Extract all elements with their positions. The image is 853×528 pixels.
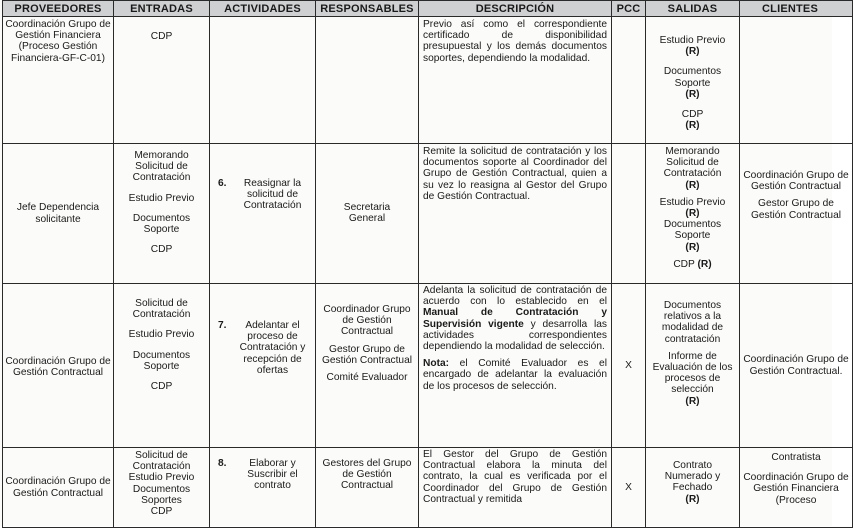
entrada-item: Documentos Soporte xyxy=(132,349,191,372)
salidas-cell xyxy=(646,284,740,448)
header-responsables: RESPONSABLES xyxy=(316,1,419,17)
salidas-cell xyxy=(646,17,740,144)
header-salidas: SALIDAS xyxy=(646,1,740,17)
salida-item: CDP xyxy=(681,109,704,121)
responsable-item: Secretaria General xyxy=(343,202,391,225)
salida-item: CDP xyxy=(673,258,695,270)
entrada-item: Solicitud de Contratación xyxy=(132,298,191,321)
header-proveedores: PROVEEDORES xyxy=(3,1,114,17)
entrada-item: CDP xyxy=(150,244,173,256)
header-descripcion: DESCRIPCIÓN xyxy=(419,1,612,17)
responsable-item: Gestores del Grupo de Gestión Contractual xyxy=(322,458,412,492)
proveedor-cell: Jefe Dependencia solicitante xyxy=(3,144,114,284)
salida-mark: (R) xyxy=(685,208,700,220)
table-row xyxy=(3,17,853,144)
actividad-cell xyxy=(210,448,316,528)
salida-item: Documentos Soporte xyxy=(663,219,722,242)
responsables-cell xyxy=(316,144,419,284)
nota-label: Nota: xyxy=(423,358,450,370)
salida-mark: (R) xyxy=(685,395,700,407)
salida-item: Informe de Evaluación de los procesos de selección xyxy=(652,350,733,396)
salida-mark: (R) xyxy=(697,258,712,270)
cliente-item: Gestor Grupo de Gestión Contractual xyxy=(750,198,842,221)
entrada-item: CDP xyxy=(150,31,173,42)
entradas-cell xyxy=(114,17,210,144)
entrada-item: CDP xyxy=(150,506,173,518)
responsables-cell xyxy=(316,284,419,448)
actividad-cell xyxy=(210,284,316,448)
header-pcc: PCC xyxy=(612,1,646,17)
actividad-number: 6. xyxy=(218,178,227,189)
entradas-cell xyxy=(114,144,210,284)
responsables-cell xyxy=(316,17,419,144)
proveedor-cell: Coordinación Grupo de Gestión Financiera (Proceso Gestión Financiera-GF-C-01) xyxy=(3,17,114,144)
entradas-cell xyxy=(114,448,210,528)
responsable-item: Coordinador Grupo de Gestión Contractual xyxy=(323,304,411,338)
descripcion-cell: El Gestor del Grupo de Gestión Contractual elabora la minuta del contrato, la cual es verificada por el Coordinador del Grupo de Gestión Contractual y remitida xyxy=(419,448,612,528)
header-row xyxy=(3,1,853,17)
clientes-cell xyxy=(740,17,853,144)
entrada-item: Estudio Previo xyxy=(128,472,195,484)
header-clientes: CLIENTES xyxy=(740,1,853,17)
manual-reference: Manual de Contratación y Supervisión vigente xyxy=(423,307,607,330)
salida-item: Contrato Numerado y Fechado xyxy=(664,460,721,494)
table-row xyxy=(3,144,853,284)
process-table xyxy=(2,0,853,528)
actividad-number: 8. xyxy=(218,458,227,469)
responsable-item: Gestor Grupo de Gestión Contractual xyxy=(321,343,413,366)
salida-mark: (R) xyxy=(685,88,700,100)
salida-item: Memorando Solicitud de Contratación xyxy=(663,146,722,180)
responsables-cell xyxy=(316,448,419,528)
salida-mark: (R) xyxy=(685,179,700,191)
actividad-text: Reasignar la solicitud de Contratación xyxy=(243,178,302,212)
clientes-cell xyxy=(740,284,853,448)
entrada-item: Documentos Soportes xyxy=(132,483,191,506)
nota-text: el Comité Evaluador es el encargado de adelantar la evaluación de los procesos de selección. xyxy=(423,358,607,392)
actividad-number: 7. xyxy=(218,320,227,331)
actividad-text: Adelantar el proceso de Contratación y recepción de ofertas xyxy=(239,320,306,376)
table-row xyxy=(3,448,853,528)
salida-item: Estudio Previo xyxy=(659,196,726,208)
cliente-item: Coordinación Grupo de Gestión Financiera (Proceso xyxy=(743,472,849,506)
cliente-item: Coordinación Grupo de Gestión Contractual xyxy=(743,170,849,193)
descripcion-cell: Remite la solicitud de contratación y los documentos soporte al Coordinador del Grupo de Gestión Contractual, quien a su vez lo reasigna al Gestor del Grupo de Gestión Contractual. xyxy=(419,144,612,284)
actividad-cell xyxy=(210,144,316,284)
entrada-item: Solicitud de Contratación xyxy=(132,450,191,473)
proveedor-cell: Coordinación Grupo de Gestión Contractual xyxy=(3,448,114,528)
descripcion-cell: Adelanta la solicitud de contratación de acuerdo con lo establecido en el Manual de Contratación y Supervisión vigente y desarrolla las actividades correspondientes dependiendo la modalidad de selección. Nota: el Comité Evaluador es el encargado de adelantar la evaluación de los procesos de selección. xyxy=(419,284,612,448)
actividad-cell xyxy=(210,17,316,144)
descripcion-cell: Previo así como el correspondiente certificado de disponibilidad presupuestal y los demás documentos soportes, dependiendo la modalidad. xyxy=(419,17,612,144)
entrada-item: Estudio Previo xyxy=(128,192,195,204)
salida-mark: (R) xyxy=(685,46,700,58)
header-entradas: ENTRADAS xyxy=(114,1,210,17)
pcc-cell xyxy=(612,17,646,144)
clientes-cell xyxy=(740,448,853,528)
pcc-cell: X xyxy=(612,448,646,528)
salida-mark: (R) xyxy=(685,241,700,253)
entradas-cell xyxy=(114,284,210,448)
pcc-cell xyxy=(612,144,646,284)
entrada-item: CDP xyxy=(150,381,173,393)
responsable-item: Comité Evaluador xyxy=(326,372,408,384)
salida-mark: (R) xyxy=(685,120,700,132)
actividad-text: Elaborar y Suscribir el contrato xyxy=(247,458,298,492)
salidas-cell xyxy=(646,448,740,528)
entrada-item: Estudio Previo xyxy=(128,329,195,341)
salida-item: Estudio Previo xyxy=(659,35,726,46)
table-row xyxy=(3,284,853,448)
salidas-cell xyxy=(646,144,740,284)
salida-item: Documentos Soporte xyxy=(663,66,722,89)
cliente-item: Contratista xyxy=(771,452,821,463)
entrada-item: Documentos Soporte xyxy=(132,212,191,236)
proveedor-cell: Coordinación Grupo de Gestión Contractual xyxy=(3,284,114,448)
cliente-item: Coordinación Grupo de Gestión Contractual. xyxy=(743,354,849,377)
header-actividades: ACTIVIDADES xyxy=(210,1,316,17)
pcc-cell: X xyxy=(612,284,646,448)
salida-mark: (R) xyxy=(685,493,700,505)
salida-item: Documentos relativos a la modalidad de contratación xyxy=(661,300,724,345)
entrada-item: Memorando Solicitud de Contratación xyxy=(132,150,191,184)
clientes-cell xyxy=(740,144,853,284)
